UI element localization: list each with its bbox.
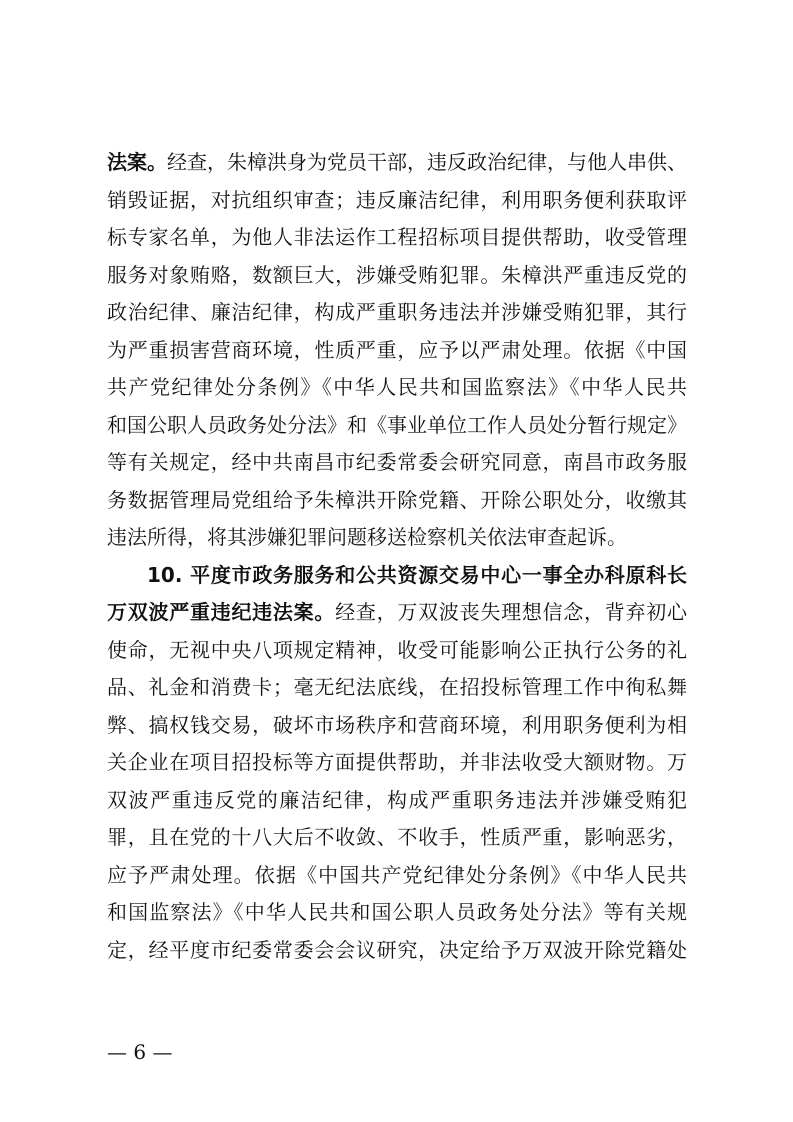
text-line: 共产党纪律处分条例》《中华人民共和国监察法》《中华人民共 [107,375,687,399]
text-line [107,594,687,632]
text-line: 为严重损害营商环境，性质严重，应予以严肃处理。依据《中国 [107,337,687,362]
text-line: 违法所得，将其涉嫌犯罪问题移送检察机关依法审查起诉。 [107,525,627,549]
text-segment: 经查，朱樟洪身为党员干部，违反政治纪律，与他人串供、 [167,150,687,174]
text-line: 服务对象贿赂，数额巨大，涉嫌受贿犯罪。朱樟洪严重违反党的 [107,262,687,287]
text-line: 应予严肃处理。依据《中国共产党纪律处分条例》《中华人民共 [107,862,687,887]
text-line: 关企业在项目招投标等方面提供帮助，并非法收受大额财物。万 [107,750,687,774]
text-line: 定，经平度市纪委常委会会议研究，决定给予万双波开除党籍处 [107,937,687,962]
text-line: 使命，无视中央八项规定精神，收受可能影响公正执行公务的礼 [107,637,687,662]
text-line: 和国监察法》《中华人民共和国公职人员政务处分法》等有关规 [107,900,687,924]
case-heading: 10. 平度市政务服务和公共资源交易中心一事全办科原科长 [147,562,687,587]
text-line: 标专家名单，为他人非法运作工程招标项目提供帮助，收受管理 [107,225,687,249]
text-segment: 经查，万双波丧失理想信念，背弃初心 [335,600,687,624]
text-line: 等有关规定，经中共南昌市纪委常委会研究同意，南昌市政务服 [107,450,687,474]
text-line: 和国公职人员政务处分法》和《事业单位工作人员处分暂行规定》 [107,412,687,437]
page-number: — 6 — [107,1040,173,1064]
text-line: 双波严重违反党的廉洁纪律，构成严重职务违法并涉嫌受贿犯 [107,787,687,812]
case-heading-end: 万双波严重违纪违法案。 [107,600,336,624]
text-line: 务数据管理局党组给予朱樟洪开除党籍、开除公职处分，收缴其 [107,487,687,512]
case-title-end: 法案。 [107,150,167,174]
text-line: 销毁证据，对抗组织审查；违反廉洁纪律，利用职务便利获取评 [107,187,687,212]
text-line: 品、礼金和消费卡；毫无纪法底线，在招投标管理工作中徇私舞 [107,675,687,699]
text-line: 罪，且在党的十八大后不收敛、不收手，性质严重，影响恶劣， [107,825,687,849]
text-line [107,144,687,182]
body-text [107,144,687,969]
text-line: 政治纪律、廉洁纪律，构成严重职务违法并涉嫌受贿犯罪，其行 [107,300,687,324]
text-line: 弊、搞权钱交易，破坏市场秩序和营商环境，利用职务便利为相 [107,712,687,737]
